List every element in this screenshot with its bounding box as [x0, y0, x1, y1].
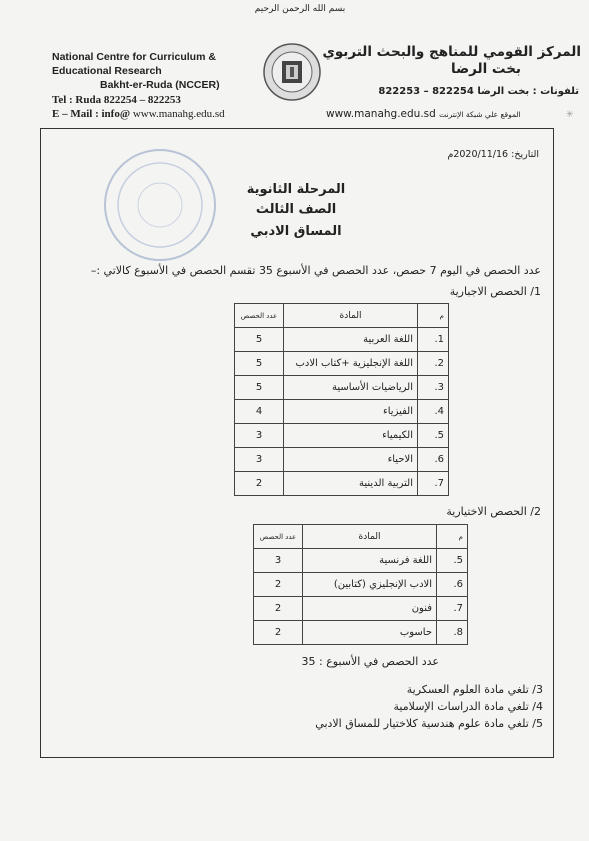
row-count: 3: [235, 424, 284, 448]
email-label: E – Mail : info@: [52, 108, 131, 120]
table-row: [254, 621, 468, 645]
row-count: 3: [254, 549, 303, 573]
header-num: م: [418, 304, 449, 328]
section-elective-title: 2/ الحصص الاختيارية: [446, 505, 541, 518]
weekly-total: عدد الحصص في الأسبوع : 35: [301, 655, 439, 668]
arabic-website-line: [326, 108, 521, 120]
header-subject: المادة: [303, 525, 437, 549]
table-row: [235, 400, 449, 424]
header-subject: المادة: [284, 304, 418, 328]
arabic-name-line-1: المركز القومي للمناهج والبحث التربوي: [322, 44, 581, 60]
arabic-institution-name: [311, 44, 581, 78]
row-subject: حاسوب: [303, 621, 437, 645]
row-count: 5: [235, 328, 284, 352]
row-subject: اللغة فرنسية: [303, 549, 437, 573]
intro-text: عدد الحصص في اليوم 7 حصص، عدد الحصص في الأسبوع 35 تقسم الحصص في الأسبوع كالاتي :–: [90, 264, 541, 277]
row-num: 8.: [437, 621, 468, 645]
row-subject: الكيمياء: [284, 424, 418, 448]
row-subject: اللغة العربية: [284, 328, 418, 352]
arabic-phone: تلفونات : بخت الرضا 822254 – 822253: [378, 86, 579, 97]
row-num: 1.: [418, 328, 449, 352]
row-num: 5.: [418, 424, 449, 448]
table-header-row: [254, 525, 468, 549]
title-stage: المرحلة الثانوية: [246, 182, 346, 197]
note-item: 5/ تلغي مادة علوم هندسية كلاختيار للمساق الادبي: [315, 717, 543, 730]
row-count: 2: [254, 597, 303, 621]
row-subject: الرياضيات الأساسية: [284, 376, 418, 400]
row-num: 5.: [437, 549, 468, 573]
row-count: 3: [235, 448, 284, 472]
header-count: عدد الحصص: [254, 525, 303, 549]
english-name-line-2: Educational Research: [52, 65, 162, 77]
row-count: 4: [235, 400, 284, 424]
arabic-website-link[interactable]: www.manahg.edu.sd: [326, 108, 436, 120]
table-row: [254, 597, 468, 621]
row-num: 7.: [437, 597, 468, 621]
row-subject: الفيزياء: [284, 400, 418, 424]
document-date: التاريخ: 2020/11/16م: [447, 149, 539, 160]
row-count: 2: [235, 472, 284, 496]
arabic-name-line-2: بخت الرضا: [451, 61, 521, 77]
section-mandatory-title: 1/ الحصص الاجبارية: [449, 285, 541, 298]
table-row: [235, 352, 449, 376]
row-num: 4.: [418, 400, 449, 424]
table-row: [254, 549, 468, 573]
basmala: بسم الله الرحمن الرحيم: [254, 4, 346, 14]
row-num: 6.: [418, 448, 449, 472]
row-count: 5: [235, 352, 284, 376]
arabic-website-label: الموقع علي شبكة الإنترنت: [439, 110, 521, 119]
row-subject: الادب الإنجليزي (كتابين): [303, 573, 437, 597]
title-grade: الصف الثالث: [255, 202, 337, 217]
row-subject: فنون: [303, 597, 437, 621]
table-row: [235, 328, 449, 352]
row-num: 3.: [418, 376, 449, 400]
english-email-line: [52, 108, 225, 120]
row-subject: اللغة الإنجليزية +كتاب الادب: [284, 352, 418, 376]
english-phone: Tel : Ruda 822254 – 822253: [52, 94, 181, 106]
table-row: [235, 472, 449, 496]
row-count: 2: [254, 573, 303, 597]
side-mark: ✳: [566, 110, 574, 120]
header-num: م: [437, 525, 468, 549]
note-item: 3/ تلغي مادة العلوم العسكرية: [406, 683, 543, 696]
row-subject: الاحياء: [284, 448, 418, 472]
row-count: 2: [254, 621, 303, 645]
row-num: 2.: [418, 352, 449, 376]
row-num: 6.: [437, 573, 468, 597]
note-item: 4/ تلغي مادة الدراسات الإسلامية: [393, 700, 543, 713]
table-header-row: [235, 304, 449, 328]
row-num: 7.: [418, 472, 449, 496]
table-row: [235, 448, 449, 472]
english-institution-name: [52, 50, 220, 92]
mandatory-subjects-table: [234, 303, 449, 496]
english-name-line-3: Bakht-er-Ruda (NCCER): [100, 79, 220, 91]
row-count: 5: [235, 376, 284, 400]
table-row: [235, 424, 449, 448]
english-name-line-1: National Centre for Curriculum &: [52, 51, 216, 63]
title-track: المساق الادبي: [250, 224, 342, 239]
header-count: عدد الحصص: [235, 304, 284, 328]
elective-subjects-table: [253, 524, 468, 645]
english-website-link[interactable]: www.manahg.edu.sd: [132, 108, 225, 120]
table-row: [235, 376, 449, 400]
row-subject: التربية الدينية: [284, 472, 418, 496]
table-row: [254, 573, 468, 597]
